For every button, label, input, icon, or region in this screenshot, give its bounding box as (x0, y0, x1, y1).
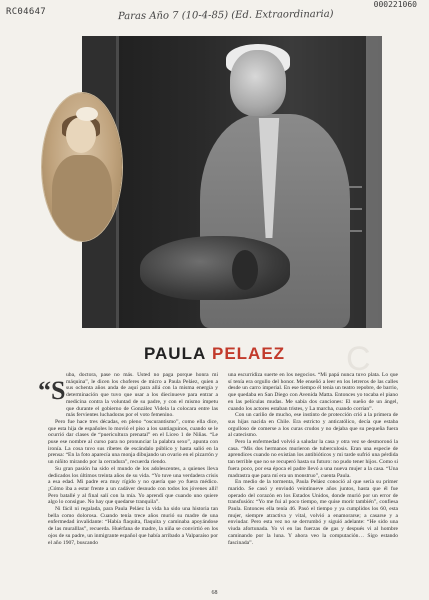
handwritten-note: Paras Año 7 (10-4-85) (Ed. Extraordinaria) (117, 8, 334, 23)
paragraph: En medio de la tormenta, Paula Peláez conoció al que sería su primer marido. Se casó y enviudó veintinueve años juntos, hasta que él fue operado del corazón en los Estados Unidos, donde murió por un error de transfusión: “Yo me fui al poco tiempo, me quise morir también”, confiesa Paula. Entonces ella tenía 46. Pasó el tiempo y ya cumplidos los 60, esta mujer, siempre atractiva y vital, volvió a enamorarse; a casarse y a enviudar. Pero esta vez no se derrumbó y siguió adelante: “He sido una viuda afortunada. Yo vi en las fuerzas de gas y después vi al hombre caminando por la luna. Y ahora veo la computación… Sigo estando fascinada”. (228, 479, 398, 546)
paragraph: Con un cariño de mucho, ese instinto de protección crió a la primera de sus hijas nacida en Chile. Era estricto y anticatólico, decía que estaba orgulloso de comerse a los curas crudos y no dejaba que su pequeña fuera al catecismo. (228, 412, 398, 439)
article-column-left (48, 372, 218, 546)
reference-code: RC04647 (6, 7, 47, 17)
childhood-portrait (42, 93, 122, 241)
girl-hair-bow (76, 107, 98, 121)
paragraph: una escurridiza suerte en los negocios. “Mi papá nunca tuvo plata. Lo que sí tenía era orgullo del honor. Me enseñó a leer en los letreros de las calles desde un carro imperial. En ese tiempo él tenía un teatro repobre, de barrio, que quedaba en San Diego con Avenida Matta. Entonces yo tocaba el piano en las películas mudas. Me sabía dos canciones: El sueño de un ángel, cuando los actores estaban tristes, y La marcha, cuando corrían”. (228, 372, 398, 412)
title-last-name: PELAEZ (211, 344, 286, 363)
paragraph: Su gran pasión ha sido el mundo de los adolescentes, a quienes lleva dedicados los últimos treinta años de su vida. “Yo tuve una verdadera crisis a esa edad. Mi padre era muy rígido y no quería que yo fuera médico. ¡Cómo iba a estar frente a un cadáver desnudo con todos los jóvenes allí! Pero batallé y al final salí con la mía. Yo aprendí que cuando uno quiere algo lo consigue. No hay que quedarse tranquila”. (48, 465, 218, 506)
paragraph: Ni fácil ni regalada, para Paula Peláez la vida ha sido una historia tan bella como dolorosa. Cuando tenía trece años murió su madre de una enfermedad invalidante: “Había flaquita, flaquita y caminaba apoyándose de las muralllas”, recuerda. Huérfana de madre, la niña se convirtió en los ojos de su padre, un inmigrante español que había arribado a Valparaíso por el año 1907, buscando (48, 506, 218, 546)
background-letter: C (346, 340, 371, 378)
door-frame (366, 36, 382, 328)
girl-dress (52, 155, 112, 241)
paragraph: uba, doctora, pase no más. Usted no paga porque honra mi máquina”, le dicen los choferes de micro a Paula Peláez, quien a sus ochenta años anda de aquí para allá con la misma energía y determinación que tuvo que usar a los diecinueve para entrar a medicina contra la voluntad de su padre, y con el mismo ímpetu que durante el gobierno de González Videla la colocara entre las más fervientes luchadoras por el voto femenino. (66, 372, 218, 419)
paragraph: Pero la enfermedad volvió a saludar la casa y otra vez se desmoronó la casa. “Mis dos hermanos murieron de tuberculosis. Eran una especie de aprendices cuando no existían los antibióticos y mi tarde sufrió una pérdida tan terrible que no se recuperó hasta su futuro: no pudo tener hijos. Como si fuera poco, por esa época el padre llevó a una nueva mujer a la casa. “Una madrastra que para mí era un monstruo”, cuenta Paula. (228, 439, 398, 479)
dog-ear (232, 250, 258, 290)
main-photograph (82, 36, 382, 328)
page-number: 68 (211, 590, 218, 596)
article-column-right (228, 372, 398, 546)
reference-code-right: 000221060 (373, 0, 417, 9)
girl-face (66, 117, 96, 153)
drop-quote: “S (38, 376, 66, 405)
title-first-name: PAULA (143, 344, 207, 363)
woman-face (230, 50, 286, 116)
dog-figure (140, 236, 290, 300)
article-title (0, 344, 429, 364)
paragraph: Pero fue hace tres décadas, en pleno “oscurantismo”, como ella dice, que esta hija de españoles lo movió el piso a los santiaguinos, cuando se le ocurrió dar clases de “puericultura prenatal” en el Liceo 1 de Niñas. “Le puse ese nombre al curso para no pronunciar la palabra sexo”, apunta con ironía. La cosa tuvo sus ribetes de escándalo público y hasta salió en la prensa: “En la foto aparecía una monja dibujando un ovario en el pizarrón y un niñito mirando por la cerradura”, recuerda riendo. (48, 418, 218, 466)
